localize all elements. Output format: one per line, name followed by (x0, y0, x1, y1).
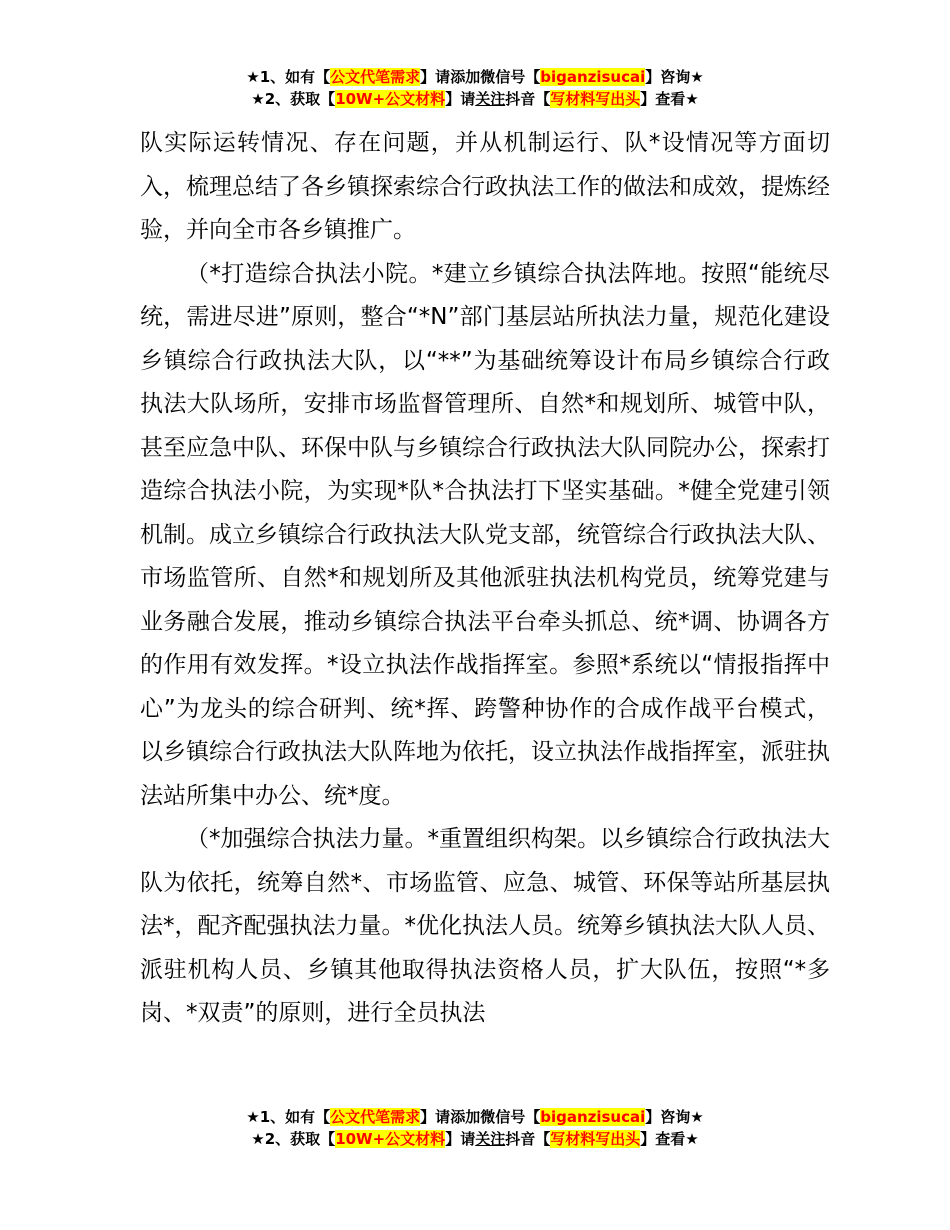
banner-line-2 (0, 1128, 950, 1150)
document-body (140, 122, 830, 1036)
banner-text: 】咨询★ (645, 68, 704, 86)
paragraph: 队实际运转情况、存在问题，并从机制运行、队*设情况等方面切入，梳理总结了各乡镇探索综合行政执法工作的做法和成效，提炼经验，并向全市各乡镇推广。 (140, 130, 830, 243)
banner-text: 微信号【 (480, 1108, 541, 1126)
banner-highlight: 公文代笔需求 (330, 1108, 421, 1126)
banner-highlight: 写材料写出头 (550, 90, 641, 108)
banner-line-1 (0, 66, 950, 88)
banner-text: ★2、获取【 (251, 1130, 336, 1148)
banner-text: 抖音【 (505, 1130, 551, 1148)
header-banner (0, 66, 950, 110)
paragraph: （*打造综合执法小院。*建立乡镇综合执法阵地。按照“能统尽统，需进尽进”原则，整合“*N”部门基层站所执法力量，规范化建设乡镇综合行政执法大队，以“**”为基础统筹设计布局乡镇综合行政执法大队场所，安排市场监督管理所、自然*和规划所、城管中队，甚至应急中队、环保中队与乡镇综合行政执法大队同院办公，探索打造综合执法小院，为实现*队*合执法打下坚实基础。*健全党建引领机制。成立乡镇综合行政执法大队党支部，统管综合行政执法大队、市场监管所、自然*和规划所及其他派驻执法机构党员，统筹党建与业务融合发展，推动乡镇综合执法平台牵头抓总、统*调、协调各方的作用有效发挥。*设立执法作战指挥室。参照*系统以“情报指挥中心”为龙头的综合研判、统*挥、跨警种协作的合成作战平台模式，以乡镇综合行政执法大队阵地为依托，设立执法作战指挥室，派驻执法站所集中办公、统*度。 (140, 260, 830, 809)
banner-highlight: 公文代笔需求 (330, 68, 421, 86)
banner-highlight: biganzisucai (540, 68, 646, 86)
banner-text: 微信号【 (480, 68, 541, 86)
paragraph: （*加强综合执法力量。*重置组织构架。以乡镇综合行政执法大队为依托，统筹自然*、市场监管、应急、城管、环保等站所基层执法*，配齐配强执法力量。*优化执法人员。统筹乡镇执法大队人员、派驻机构人员、乡镇其他取得执法资格人员，扩大队伍，按照“*多岗、*双责”的原则，进行全员执法 (140, 826, 830, 1026)
banner-highlight: 10W+公文材料 (335, 1130, 446, 1148)
banner-highlight: 10W+公文材料 (335, 90, 446, 108)
banner-line-2 (0, 88, 950, 110)
banner-text: 】请 (420, 68, 451, 86)
banner-emphasis: 添加 (450, 68, 481, 86)
banner-text: 】请 (420, 1108, 451, 1126)
banner-text: 】查看★ (640, 1130, 699, 1148)
banner-emphasis: 关注 (475, 1130, 506, 1148)
banner-text: 】请 (445, 90, 476, 108)
banner-line-1 (0, 1106, 950, 1128)
banner-highlight: 写材料写出头 (550, 1130, 641, 1148)
banner-text: 】查看★ (640, 90, 699, 108)
banner-text: ★2、获取【 (251, 90, 336, 108)
banner-text: 】请 (445, 1130, 476, 1148)
banner-text: ★1、如有【 (246, 68, 331, 86)
footer-banner (0, 1106, 950, 1150)
banner-highlight: biganzisucai (540, 1108, 646, 1126)
banner-emphasis: 关注 (475, 90, 506, 108)
banner-text: 抖音【 (505, 90, 551, 108)
banner-text: 】咨询★ (645, 1108, 704, 1126)
banner-text: ★1、如有【 (246, 1108, 331, 1126)
banner-emphasis: 添加 (450, 1108, 481, 1126)
